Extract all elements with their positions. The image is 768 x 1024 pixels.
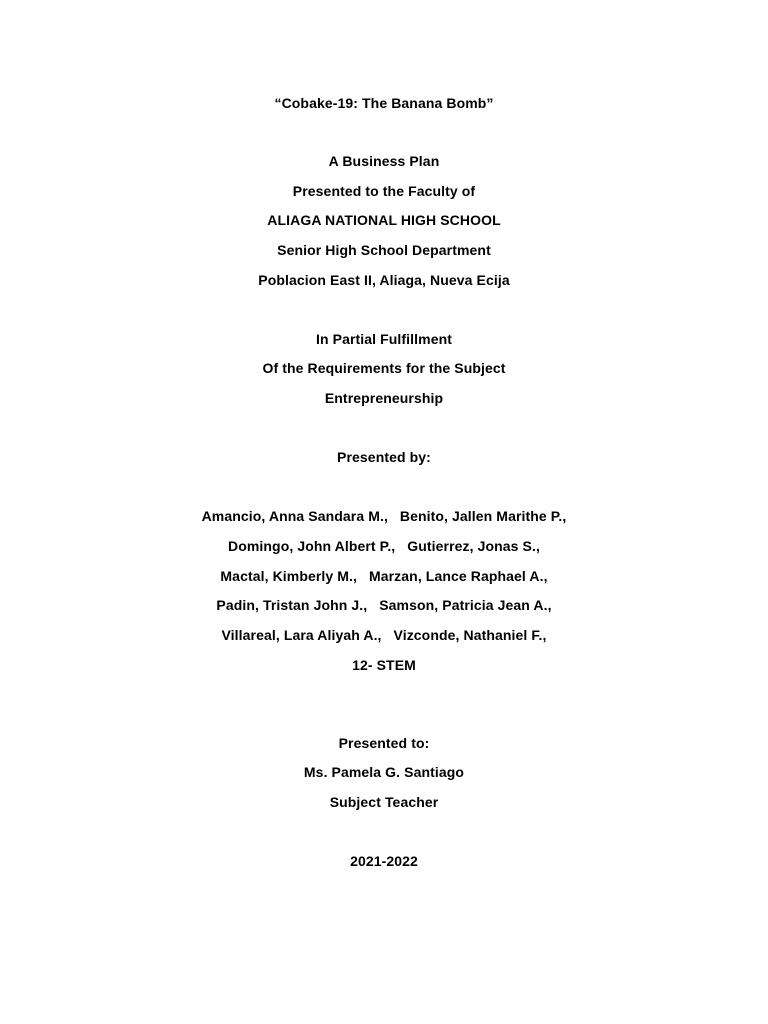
section-label: 12- STEM: [352, 657, 416, 673]
author-row: Amancio, Anna Sandara M., Benito, Jallen Marithe P.,: [201, 508, 567, 524]
requirements-line: Of the Requirements for the Subject: [262, 360, 506, 376]
author-row: Domingo, John Albert P., Gutierrez, Jonas S.,: [228, 538, 540, 554]
school-name: ALIAGA NATIONAL HIGH SCHOOL: [267, 212, 501, 228]
plan-type: A Business Plan: [328, 153, 440, 169]
presented-to-heading: Presented to:: [338, 735, 430, 751]
fulfillment-line: In Partial Fulfillment: [316, 331, 452, 347]
document-title: “Cobake-19: The Banana Bomb”: [274, 95, 494, 111]
author-row: Mactal, Kimberly M., Marzan, Lance Raphael A.,: [220, 568, 548, 584]
teacher-name: Ms. Pamela G. Santiago: [303, 764, 465, 780]
department-name: Senior High School Department: [277, 242, 491, 258]
author-row: Villareal, Lara Aliyah A., Vizconde, Nathaniel F.,: [221, 627, 547, 643]
teacher-role: Subject Teacher: [329, 794, 439, 810]
school-address: Poblacion East II, Aliaga, Nueva Ecija: [258, 272, 510, 288]
presented-by-heading: Presented by:: [337, 449, 431, 465]
subject-name: Entrepreneurship: [324, 390, 444, 406]
school-year: 2021-2022: [350, 853, 418, 869]
author-row: Padin, Tristan John J., Samson, Patricia Jean A.,: [216, 597, 552, 613]
presented-to-faculty: Presented to the Faculty of: [292, 183, 476, 199]
